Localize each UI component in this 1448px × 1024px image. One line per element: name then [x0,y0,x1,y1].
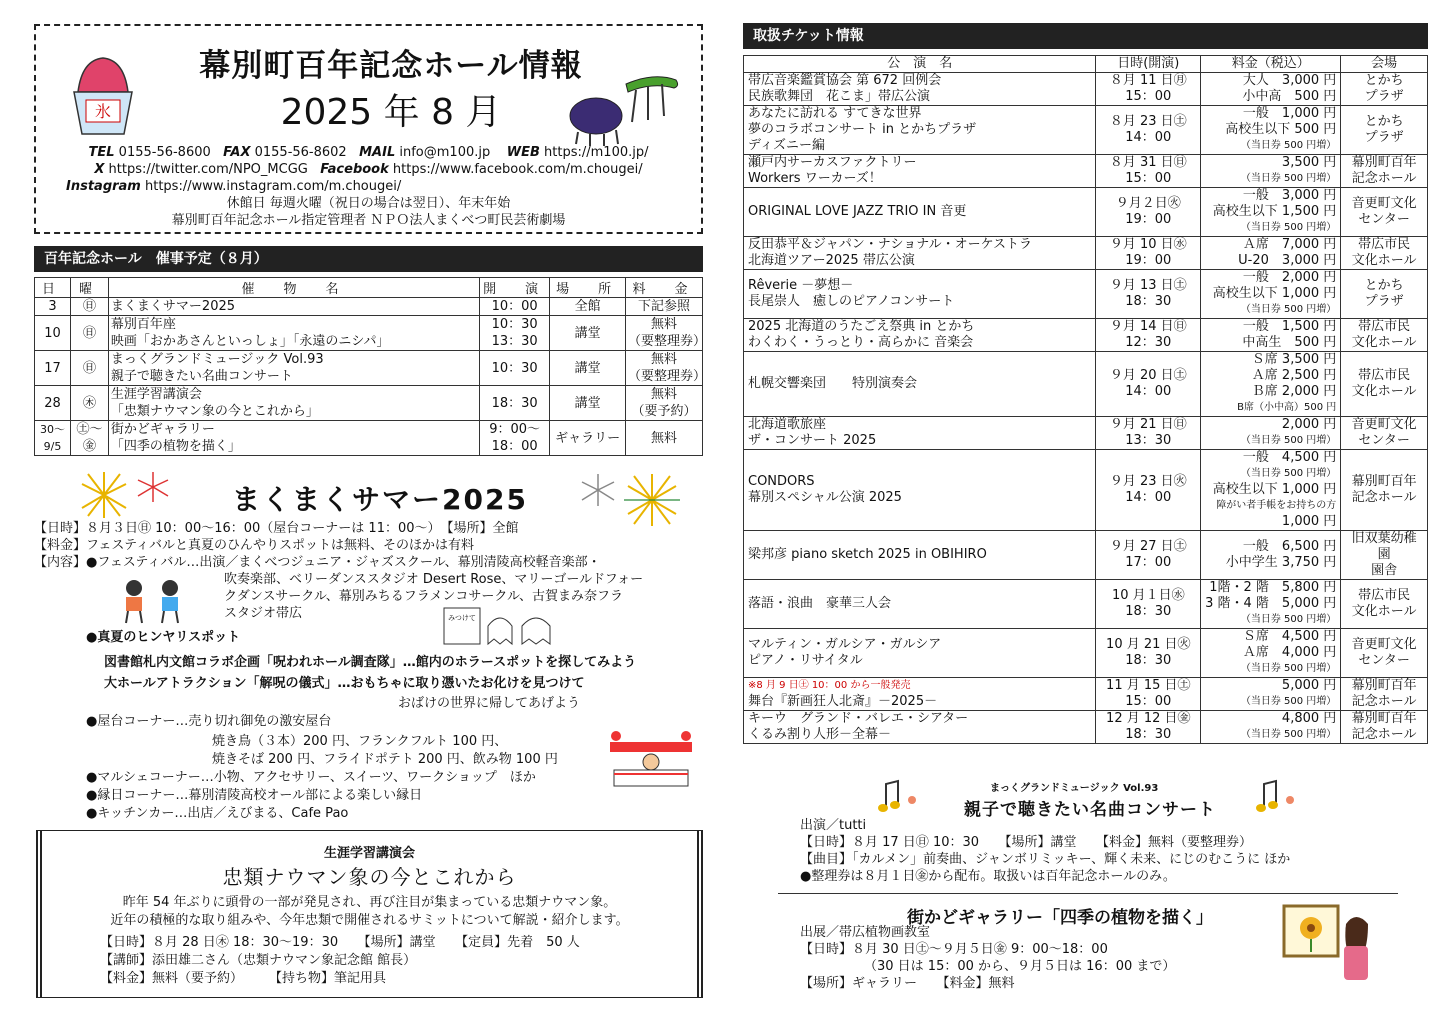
summer-fee: 【料金】フェスティバルと真夏のひんやりスポットは無料、そのほかは有料 [34,538,475,553]
performance-venue: 旧双葉幼稚園 園舎 [1341,531,1428,580]
performance-venue: 帯広市民 文化ホール [1341,237,1428,270]
mail-link[interactable]: info@m100.jp [399,145,491,160]
performance-price: 一般 6,500 円 小中学生 3,750 円 [1201,531,1341,580]
summer-title: まくまくサマー2025 [232,483,528,516]
performance-date: ８月 23 日㊏ 14：00 [1096,106,1201,155]
events-table [34,277,707,456]
lecture-box [36,830,703,998]
col-price: 料金（税込） [1201,56,1341,73]
performance-venue: とかち プラザ [1341,270,1428,319]
concert-performer: 出演／tutti [800,818,867,833]
summer-stalls: ●屋台コーナー…売り切れ御免の激安屋台 [86,714,332,729]
contact-line-1: TEL 0155-56-8600 FAX 0155-56-8602 MAIL info@m100.jp WEB https://m100.jp/ [88,145,649,160]
concert-ticket-note: ●整理券は８月１日㊎から配布。取扱いは百年記念ホールのみ。 [800,869,1176,884]
performance-date: 10 月 21 日㊋ 18：30 [1096,629,1201,678]
performance-venue: 幕別町百年 記念ホール [1341,155,1428,188]
table-row [744,531,1428,580]
summer-stalls-cont: 焼き鳥（３本）200 円、フランクフルト 100 円、 [212,734,508,749]
performance-date: ８月 11 日㊊ 15：00 [1096,73,1201,106]
col-performance: 公 演 名 [744,56,1096,73]
table-row [744,450,1428,531]
concert-kicker: まっくグランドミュージック Vol.93 [990,783,1159,794]
table-row [744,155,1428,188]
table-row [744,711,1428,744]
performance-venue: 幕別町百年 記念ホール [1341,711,1428,744]
performance-price: 4,800 円 （当日券 500 円増） [1201,711,1341,744]
summer-marche: ●マルシェコーナー…小物、アクセサリー、スイーツ、ワークショップ ほか [86,770,536,785]
performance-name: 落語・浪曲 豪華三人会 [744,580,1096,629]
concert-program: 【曲目】「カルメン」前奏曲、ジャンボリミッキー、輝く未来、にじのむこうに ほか [800,852,1291,867]
col-time: 開 演 [480,278,550,298]
tickets-bar: 取扱チケット情報 [743,23,1428,49]
performance-name: 梁邦彦 piano sketch 2025 in OBIHIRO [744,531,1096,580]
facebook-link[interactable]: https://www.facebook.com/m.chougei/ [392,162,643,177]
performance-name: 反田恭平＆ジャパン・ナショナル・オーケストラ 北海道ツアー2025 帯広公演 [744,237,1096,270]
summer-stalls-cont: 焼きそば 200 円、フライドポテト 200 円、飲み物 100 円 [212,752,558,767]
table-row: 3 ㊐ まくまくサマー2025 10：00 全館 下記参照 [35,298,703,316]
performance-venue: とかち プラザ [1341,106,1428,155]
performance-venue: 幕別町百年 記念ホール [1341,450,1428,531]
svg-text:みつけて: みつけて [448,614,476,622]
performance-price: 一般 1,000 円 高校生以下 500 円 （当日券 500 円増） [1201,106,1341,155]
gallery-exhibitor: 出展／帯広植物画教室 [800,925,931,940]
performance-name: ORIGINAL LOVE JAZZ TRIO IN 音更 [744,188,1096,237]
summer-festival-cont: クダンスサークル、幕別みちるフラメンコサークル、古賀まみ奈フラ [224,589,623,604]
performance-price: Ｓ席 4,500 円 Ａ席 4,000 円 （当日券 500 円増） [1201,629,1341,678]
table-row [744,629,1428,678]
performance-name: 瀬戸内サーカスファクトリー Workers ワーカーズ！ [744,155,1096,188]
performance-venue: とかち プラザ [1341,73,1428,106]
performance-name: 2025 北海道のうたごえ祭典 in とかち わくわく・うっとり・高らかに 音楽会 [744,319,1096,352]
table-row [744,188,1428,237]
performance-name: あなたに訪れる すてきな世界 夢のコラボコンサート in とかちプラザ ディズニー編 [744,106,1096,155]
performance-date: ９月 20 日㊏ 14：00 [1096,352,1201,417]
performance-venue: 音更町文化 センター [1341,417,1428,450]
gallery-datetime: 【日時】８月 30 日㊏～９月５日㊎ 9：00～18：00 [800,942,1108,957]
firework-icon [76,470,132,520]
performance-name: ※8 月 9 日㊏ 10：00 から一般発売 舞台『新画狂人北斎』－2025－ [744,678,1096,711]
divider [778,893,1398,894]
col-day: 日 [35,278,71,298]
summer-festival-cont: 吹奏楽部、ベリーダンススタジオ Desert Rose、マリーゴールドフォー [224,572,644,587]
performance-name: マルティン・ガルシア・ガルシア ピアノ・リサイタル [744,629,1096,678]
ghost-icon [442,606,554,646]
tickets-header-row [744,56,1428,73]
table-row [744,237,1428,270]
lecture-kicker: 生涯学習講演会 [323,846,415,861]
painting-viewer-icon [1282,902,1374,986]
summer-kitchencar: ●キッチンカー…出店／えびまる、Cafe Pao [86,806,349,821]
table-row [744,319,1428,352]
summer-festival: 【内容】●フェスティバル…出演／まくべつジュニア・ジャズスクール、幕別清陵高校軽音楽部・ [34,555,601,570]
performance-price: 一般 2,000 円 高校生以下 1,000 円 （当日券 500 円増） [1201,270,1341,319]
summer-ennichi: ●縁日コーナー…幕別清陵高校オール部による楽しい縁日 [86,788,423,803]
performance-price: 一般 1,500 円 中高生 500 円 [1201,319,1341,352]
contact-line-3: Instagram https://www.instagram.com/m.chougei/ [66,179,402,194]
events-bar: 百年記念ホール 催事予定（８月） [34,246,703,272]
table-row: 10 ㊐ 幕別百年座 映画「おかあさんといっしょ」「永遠のニシパ」 10：30 13：30 講堂 無料 （要整理券） [35,316,703,351]
performance-date: 11 月 15 日㊏ 15：00 [1096,678,1201,711]
manager-note: 幕別町百年記念ホール指定管理者 ＮＰＯ法人まくべつ町民芸術劇場 [171,213,566,228]
performance-date: ９月 10 日㊌ 19：00 [1096,237,1201,270]
summer-attraction: 大ホールアトラクション「解呪の儀式」…おもちゃに取り憑いたお化けを見つけて [104,676,585,691]
performance-price: 3,500 円 （当日券 500 円増） [1201,155,1341,188]
shaved-ice-icon [70,56,136,138]
table-row: 30～ 9/5 ㊏～ ㊎ 街かどギャラリー 「四季の植物を描く」 9：00～ 18：00 ギャラリー 無料 [35,421,703,456]
table-row [744,270,1428,319]
performance-price: 5,000 円 （当日券 500 円増） [1201,678,1341,711]
performance-venue: 幕別町百年 記念ホール [1341,678,1428,711]
tickets-body [744,73,1428,744]
gallery-hours-note: （30 日は 15：00 から、９月５日は 16：00 まで） [864,959,1176,974]
performance-price: 2,000 円 （当日券 500 円増） [1201,417,1341,450]
col-dow: 曜 [70,278,108,298]
performance-name: Rêverie －夢想－ 長尾崇人 癒しのピアノコンサート [744,270,1096,319]
concert-datetime: 【日時】８月 17 日㊐ 10：30 【場所】講堂 【料金】無料（要整理券） [800,835,1253,850]
performance-name: キーウ グランド・バレエ・シアター くるみ割り人形－全幕－ [744,711,1096,744]
col-venue: 会場 [1341,56,1428,73]
performance-price: 大人 3,000 円 小中高 500 円 [1201,73,1341,106]
performance-price: Ａ席 7,000 円 U-20 3,000 円 [1201,237,1341,270]
performance-date: ９月 27 日㊏ 17：00 [1096,531,1201,580]
col-date: 日時(開演) [1096,56,1201,73]
gallery-title: 街かどギャラリー「四季の植物を描く」 [907,908,1213,928]
performance-price: 1階・2 階 5,800 円 3 階・4 階 5,000 円 （当日券 500 円増） [1201,580,1341,629]
page-title: 幕別町百年記念ホール情報 [199,48,583,84]
contact-line-2: X https://twitter.com/NPO_MCGG Facebook https://www.facebook.com/m.chougei/ [94,162,643,177]
summer-datetime: 【日時】８月３日㊐ 10：00～16：00（屋台コーナーは 11：00～） 【場所】全館 [34,521,519,536]
events-header-row [35,278,703,298]
concert-title: 親子で聴きたい名曲コンサート [964,800,1216,820]
performance-venue: 音更町文化 センター [1341,188,1428,237]
performance-date: ８月 31 日㊐ 15：00 [1096,155,1201,188]
music-note-icon [876,778,920,814]
table-row [744,580,1428,629]
col-fee: 料 金 [626,278,703,298]
performance-name: 帯広音楽鑑賞協会 第 672 回例会 民族歌舞団 花こま」帯広公演 [744,73,1096,106]
table-row [744,678,1428,711]
summer-festival-cont: スタジオ帯広 [224,606,303,621]
performance-venue: 音更町文化 センター [1341,629,1428,678]
summer-cool-spot: ●真夏のヒンヤリスポット [86,630,241,645]
table-row: 28 ㊍ 生涯学習講演会 「忠類ナウマン象の今とこれから」 18：30 講堂 無料 （要予約） [35,386,703,421]
performance-date: ９月 13 日㊏ 18：30 [1096,270,1201,319]
web-link[interactable]: https://m100.jp/ [544,145,649,160]
closed-days: 休館日 毎週火曜（祝日の場合は翌日）、年末年始 [226,196,511,211]
performance-date: ９月 14 日㊐ 12：30 [1096,319,1201,352]
firework-icon [622,472,682,528]
dancing-kids-icon [112,578,192,624]
music-note-icon [1254,778,1298,814]
performance-date: 10 月１日㊌ 18：30 [1096,580,1201,629]
food-stall-icon [608,730,694,788]
lecture-desc: 昨年 54 年ぶりに頭骨の一部が発見され、再び注目が集まっている忠類ナウマン象。 近年の積極的な取り組みや、今年忠類で開催されるサミットについて解説・紹介します。 [110,895,629,928]
performance-name: 北海道歌旅座 ザ・コンサート 2025 [744,417,1096,450]
presale-note: ※8 月 9 日㊏ 10：00 から一般発売 [748,680,911,691]
performance-date: ９月 21 日㊐ 13：30 [1096,417,1201,450]
table-row [744,106,1428,155]
firework-icon [134,470,172,504]
gallery-place: 【場所】ギャラリー 【料金】無料 [800,976,1015,991]
performance-date: ９月 23 日㊋ 14：00 [1096,450,1201,531]
instagram-link[interactable]: https://www.instagram.com/m.chougei/ [145,179,402,194]
performance-venue: 帯広市民 文化ホール [1341,580,1428,629]
performance-name: 札幌交響楽団 特別演奏会 [744,352,1096,417]
performance-venue: 帯広市民 文化ホール [1341,319,1428,352]
info-header [34,24,703,234]
performance-name: CONDORS 幕別スペシャル公演 2025 [744,450,1096,531]
table-row [744,73,1428,106]
svg-text:氷: 氷 [94,102,112,121]
performance-price: 一般 3,000 円 高校生以下 1,500 円 （当日券 500 円増） [1201,188,1341,237]
summer-library: 図書館札内文館コラボ企画「呪われホール調査隊」…館内のホラースポットを探してみよう [104,655,637,670]
table-row [744,417,1428,450]
performance-price: 一般 4,500 円 （当日券 500 円増） 高校生以下 1,000 円 障がい者手帳をお持ちの方 1,000 円 [1201,450,1341,531]
lecture-info: 【日時】８月 28 日㊍ 18：30～19：30 【場所】講堂 【定員】先着 50 人 【講師】添田雄二さん（忠類ナウマン象記念館 館長） 【料金】無料（要予約） 【持ち物】筆記用具 [100,935,580,986]
summer-attraction-cont: おばけの世界に帰してあげよう [398,696,581,711]
performance-date: ９月２日㊋ 19：00 [1096,188,1201,237]
table-row [744,352,1428,417]
col-place: 場 所 [550,278,626,298]
lecture-title: 忠類ナウマン象の今とこれから [222,865,517,889]
performance-date: 12 月 12 日㊎ 18：30 [1096,711,1201,744]
col-name: 催 物 名 [108,278,479,298]
issue-date: 2025 年 8 月 [280,92,502,133]
performance-venue: 帯広市民 文化ホール [1341,352,1428,417]
performance-price: Ｓ席 3,500 円 Ａ席 2,500 円 Ｂ席 2,000 円 B席（小中高）500 円 [1201,352,1341,417]
x-link[interactable]: https://twitter.com/NPO_MCGG [108,162,308,177]
table-row: 17 ㊐ まっくグランドミュージック Vol.93 親子で聴きたい名曲コンサート 10：30 講堂 無料 （要整理券） [35,351,703,386]
firework-icon [578,472,618,508]
tickets-table [743,55,1428,744]
